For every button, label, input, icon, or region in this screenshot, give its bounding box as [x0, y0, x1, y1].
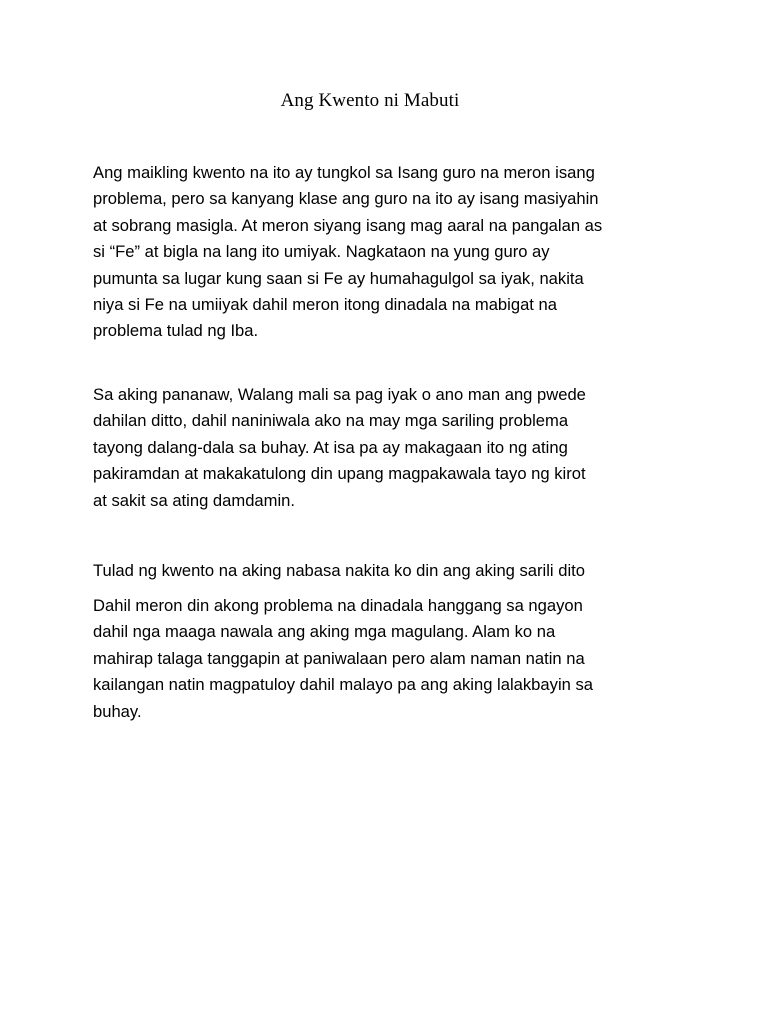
paragraph-line: dahilan ditto, dahil naniniwala ako na may mga sariling problema: [93, 411, 569, 431]
paragraph-line: Ang maikling kwento na ito ay tungkol sa Isang guro na meron isang: [93, 163, 595, 182]
paragraph-line: tayong dalang-dala sa buhay. At isa pa ay makagaan ito ng ating: [93, 437, 568, 457]
paragraph-line: Dahil meron din akong problema na dinadala hanggang sa ngayon: [93, 596, 583, 615]
paragraph-line: Tulad ng kwento na aking nabasa nakita ko din ang aking sarili dito: [93, 561, 585, 580]
paragraph-line: dahil nga maaga nawala ang aking mga magulang. Alam ko na: [93, 622, 556, 642]
paragraph-line: kailangan natin magpatuloy dahil malayo pa ang aking lalakbayin sa: [93, 675, 593, 695]
paragraph-line: niya si Fe na umiiyak dahil meron itong dinadala na mabigat na: [93, 295, 557, 315]
paragraph-2: [93, 382, 683, 514]
paragraph-line: problema, pero sa kanyang klase ang guro na ito ay isang masiyahin: [93, 189, 599, 209]
paragraph-4: [93, 593, 683, 725]
paragraph-1: [93, 160, 683, 345]
paragraph-line: mahirap talaga tanggapin at paniwalaan pero alam naman natin na: [93, 648, 585, 668]
paragraph-line: at sakit sa ating damdamin.: [93, 490, 295, 510]
paragraph-line: pumunta sa lugar kung saan si Fe ay humahagulgol sa iyak, nakita: [93, 268, 584, 288]
paragraph-line: Sa aking pananaw, Walang mali sa pag iyak o ano man ang pwede: [93, 385, 586, 404]
paragraph-line: at sobrang masigla. At meron siyang isang mag aaral na pangalan as: [93, 215, 603, 235]
paragraph-line: si “Fe” at bigla na lang ito umiyak. Nagkataon na yung guro ay: [93, 242, 550, 262]
paragraph-3: [93, 558, 683, 584]
paragraph-line: problema tulad ng Iba.: [93, 321, 259, 341]
document-title: Ang Kwento ni Mabuti: [280, 90, 460, 111]
paragraph-line: pakiramdan at makakatulong din upang magpakawala tayo ng kirot: [93, 464, 586, 484]
paragraph-line: buhay.: [93, 701, 142, 721]
